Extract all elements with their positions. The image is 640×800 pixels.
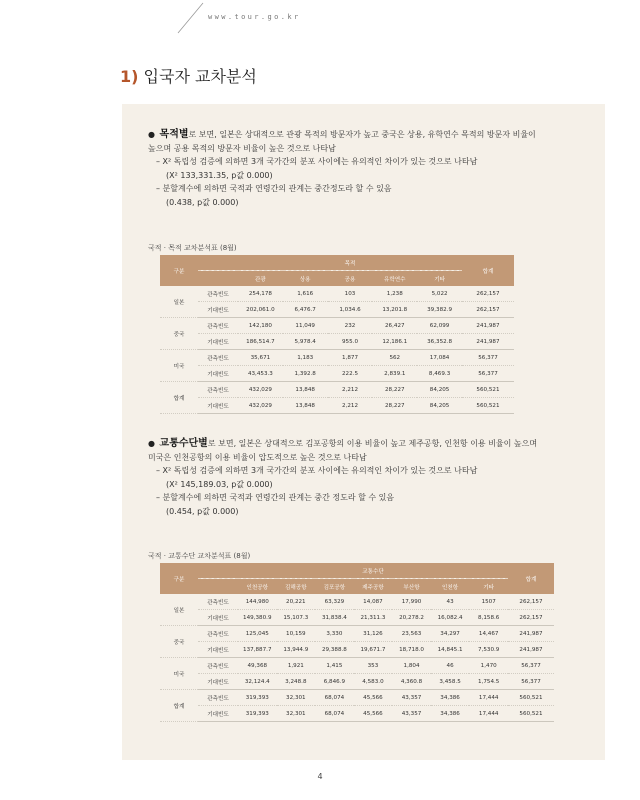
value-cell: 39,382.9: [417, 302, 462, 318]
table-row: [160, 610, 554, 626]
table-row: [160, 594, 554, 610]
value-cell: 5,022: [417, 286, 462, 302]
table-row: [160, 302, 514, 318]
frequency-type-cell: 기대빈도: [198, 366, 238, 382]
para-line: (0.438, p값 0.000): [166, 197, 239, 207]
value-cell: 1507: [469, 594, 508, 610]
para-text: 로 보면, 일본은 상대적으로 김포공항의 이용 비율이 높고 제주공항, 인천항 이용 비율이 높으며: [207, 439, 538, 448]
value-cell: 32,124.4: [238, 674, 277, 690]
total-cell: 56,377: [462, 366, 514, 382]
para-line: 높으며 공용 목적의 방문자 비율이 높은 것으로 나타남: [148, 143, 336, 153]
bullet-icon: ●: [148, 130, 155, 139]
column-header-row: [160, 579, 554, 595]
value-cell: 222.5: [328, 366, 373, 382]
value-cell: 26,427: [372, 318, 417, 334]
frequency-type-cell: 관측빈도: [198, 690, 238, 706]
frequency-type-cell: 관측빈도: [198, 382, 238, 398]
value-cell: 254,178: [238, 286, 283, 302]
country-cell: 일본: [160, 286, 198, 318]
section-title-text: 입국자 교차분석: [143, 67, 257, 86]
total-cell: 560,521: [462, 398, 514, 414]
value-cell: 28,227: [372, 398, 417, 414]
table-row: [160, 658, 554, 674]
frequency-type-cell: 관측빈도: [198, 626, 238, 642]
column-header: 관광: [238, 271, 283, 287]
value-cell: 1,754.5: [469, 674, 508, 690]
value-cell: 6,476.7: [283, 302, 328, 318]
value-cell: 137,887.7: [238, 642, 277, 658]
value-cell: 1,921: [277, 658, 316, 674]
value-cell: 23,563: [392, 626, 431, 642]
value-cell: 6,846.9: [315, 674, 354, 690]
transport-analysis-text: [148, 437, 588, 518]
value-cell: 68,074: [315, 690, 354, 706]
column-header: 기타: [417, 271, 462, 287]
value-cell: 125,045: [238, 626, 277, 642]
value-cell: 319,393: [238, 706, 277, 722]
value-cell: 34,386: [431, 706, 470, 722]
column-header: 제주공항: [354, 579, 393, 595]
value-cell: 28,227: [372, 382, 417, 398]
value-cell: 17,990: [392, 594, 431, 610]
value-cell: 8,469.3: [417, 366, 462, 382]
frequency-type-cell: 관측빈도: [198, 286, 238, 302]
page-number: 4: [317, 772, 323, 781]
value-cell: 43,357: [392, 690, 431, 706]
table-caption: 국적 · 목적 교차분석표 (8월): [148, 244, 237, 252]
value-cell: 1,392.8: [283, 366, 328, 382]
total-cell: 560,521: [508, 690, 554, 706]
value-cell: 84,205: [417, 398, 462, 414]
table-row: [160, 334, 514, 350]
table-row: [160, 286, 514, 302]
value-cell: 1,804: [392, 658, 431, 674]
total-cell: 262,157: [462, 286, 514, 302]
frequency-type-cell: 기대빈도: [198, 302, 238, 318]
purpose-crosstab-table: [160, 255, 514, 414]
table-row: [160, 366, 514, 382]
value-cell: 13,848: [283, 382, 328, 398]
frequency-type-cell: 기대빈도: [198, 398, 238, 414]
total-cell: 56,377: [508, 658, 554, 674]
value-cell: 13,944.9: [277, 642, 316, 658]
value-cell: 31,126: [354, 626, 393, 642]
value-cell: 1,183: [283, 350, 328, 366]
keyword: 교통수단별: [159, 438, 208, 449]
value-cell: 1,877: [328, 350, 373, 366]
group-header: 구분: [160, 563, 198, 594]
para-line: 미국은 인천공항의 이용 비율이 압도적으로 높은 것으로 나타남: [148, 452, 367, 462]
span-header: 목적: [238, 255, 462, 271]
column-header: 인천공항: [238, 579, 277, 595]
value-cell: 142,180: [238, 318, 283, 334]
value-cell: 20,278.2: [392, 610, 431, 626]
value-cell: 1,470: [469, 658, 508, 674]
value-cell: 103: [328, 286, 373, 302]
value-cell: 2,839.1: [372, 366, 417, 382]
total-header: 합계: [462, 255, 514, 286]
value-cell: 16,082.4: [431, 610, 470, 626]
total-cell: 56,377: [508, 674, 554, 690]
value-cell: 43: [431, 594, 470, 610]
para-line: – X² 독립성 검증에 의하면 3개 국가간의 분포 사이에는 유의적인 차이가 있는 것으로 나타남: [156, 466, 478, 475]
purpose-analysis-text: [148, 128, 588, 209]
country-cell: 일본: [160, 594, 198, 626]
frequency-type-cell: 관측빈도: [198, 658, 238, 674]
value-cell: 19,671.7: [354, 642, 393, 658]
header-spacer: [198, 579, 238, 595]
country-cell: 중국: [160, 626, 198, 658]
table-row: [160, 674, 554, 690]
para-line: (X² 133,331.35, p값 0.000): [166, 170, 273, 180]
table-row: [160, 706, 554, 722]
value-cell: 29,388.8: [315, 642, 354, 658]
column-header: 김해공항: [277, 579, 316, 595]
frequency-type-cell: 관측빈도: [198, 350, 238, 366]
total-cell: 56,377: [462, 350, 514, 366]
value-cell: 432,029: [238, 382, 283, 398]
total-cell: 241,987: [462, 318, 514, 334]
total-cell: 560,521: [462, 382, 514, 398]
column-header: 상용: [283, 271, 328, 287]
country-cell: 미국: [160, 350, 198, 382]
table-row: [160, 350, 514, 366]
value-cell: 13,201.8: [372, 302, 417, 318]
value-cell: 1,238: [372, 286, 417, 302]
value-cell: 34,297: [431, 626, 470, 642]
bullet-icon: ●: [148, 439, 155, 448]
value-cell: 15,107.3: [277, 610, 316, 626]
value-cell: 32,301: [277, 690, 316, 706]
value-cell: 43,357: [392, 706, 431, 722]
total-cell: 262,157: [508, 594, 554, 610]
header-spacer: [198, 563, 238, 579]
value-cell: 3,330: [315, 626, 354, 642]
value-cell: 149,380.9: [238, 610, 277, 626]
country-cell: 합계: [160, 382, 198, 414]
value-cell: 186,514.7: [238, 334, 283, 350]
value-cell: 21,311.3: [354, 610, 393, 626]
column-header: 김포공항: [315, 579, 354, 595]
para-line: – X² 독립성 검증에 의하면 3개 국가간의 분포 사이에는 유의적인 차이가 있는 것으로 나타남: [156, 157, 478, 166]
value-cell: 20,221: [277, 594, 316, 610]
para-line: – 분할계수에 의하면 국적과 연령간의 관계는 중간정도라 할 수 있음: [156, 184, 392, 193]
value-cell: 4,583.0: [354, 674, 393, 690]
country-cell: 합계: [160, 690, 198, 722]
value-cell: 14,467: [469, 626, 508, 642]
value-cell: 1,616: [283, 286, 328, 302]
value-cell: 34,386: [431, 690, 470, 706]
para-line: [148, 128, 588, 142]
value-cell: 68,074: [315, 706, 354, 722]
column-header: 공용: [328, 271, 373, 287]
section-title: [120, 64, 257, 87]
value-cell: 1,415: [315, 658, 354, 674]
value-cell: 1,034.6: [328, 302, 373, 318]
para-line: – 분할계수에 의하면 국적과 연령간의 관계는 중간 정도라 할 수 있음: [156, 493, 395, 502]
country-cell: 중국: [160, 318, 198, 350]
frequency-type-cell: 기대빈도: [198, 334, 238, 350]
value-cell: 63,329: [315, 594, 354, 610]
value-cell: 432,029: [238, 398, 283, 414]
column-header: 인천항: [431, 579, 470, 595]
value-cell: 46: [431, 658, 470, 674]
table-row: [160, 626, 554, 642]
column-header: 부산항: [392, 579, 431, 595]
value-cell: 3,248.8: [277, 674, 316, 690]
value-cell: 353: [354, 658, 393, 674]
frequency-type-cell: 관측빈도: [198, 318, 238, 334]
header-spacer: [198, 271, 238, 287]
table-row: [160, 398, 514, 414]
total-cell: 262,157: [508, 610, 554, 626]
value-cell: 319,393: [238, 690, 277, 706]
value-cell: 144,980: [238, 594, 277, 610]
value-cell: 232: [328, 318, 373, 334]
header-spacer: [198, 255, 238, 271]
total-cell: 241,987: [508, 626, 554, 642]
value-cell: 49,368: [238, 658, 277, 674]
total-header: 합계: [508, 563, 554, 594]
frequency-type-cell: 기대빈도: [198, 610, 238, 626]
value-cell: 14,087: [354, 594, 393, 610]
table-body: [160, 594, 554, 722]
group-header: 구분: [160, 255, 198, 286]
value-cell: 18,718.0: [392, 642, 431, 658]
value-cell: 43,453.3: [238, 366, 283, 382]
frequency-type-cell: 관측빈도: [198, 594, 238, 610]
table-row: [160, 318, 514, 334]
value-cell: 17,084: [417, 350, 462, 366]
value-cell: 12,186.1: [372, 334, 417, 350]
site-url: www.tour.go.kr: [208, 13, 301, 21]
value-cell: 84,205: [417, 382, 462, 398]
value-cell: 32,301: [277, 706, 316, 722]
value-cell: 36,352.8: [417, 334, 462, 350]
table-row: [160, 642, 554, 658]
total-cell: 241,987: [508, 642, 554, 658]
total-cell: 262,157: [462, 302, 514, 318]
column-header: 기타: [469, 579, 508, 595]
span-header: 교통수단: [238, 563, 508, 579]
value-cell: 11,049: [283, 318, 328, 334]
value-cell: 13,848: [283, 398, 328, 414]
para-line: (0.454, p값 0.000): [166, 506, 239, 516]
country-cell: 미국: [160, 658, 198, 690]
value-cell: 8,158.6: [469, 610, 508, 626]
value-cell: 45,566: [354, 706, 393, 722]
para-line: (X² 145,189.03, p값 0.000): [166, 479, 273, 489]
table-row: [160, 382, 514, 398]
value-cell: 7,530.9: [469, 642, 508, 658]
value-cell: 35,671: [238, 350, 283, 366]
section-number: 1): [120, 67, 139, 86]
value-cell: 2,212: [328, 382, 373, 398]
frequency-type-cell: 기대빈도: [198, 642, 238, 658]
value-cell: 10,159: [277, 626, 316, 642]
value-cell: 2,212: [328, 398, 373, 414]
value-cell: 3,458.5: [431, 674, 470, 690]
frequency-type-cell: 기대빈도: [198, 674, 238, 690]
value-cell: 17,444: [469, 706, 508, 722]
frequency-type-cell: 기대빈도: [198, 706, 238, 722]
value-cell: 955.0: [328, 334, 373, 350]
column-header: 유학연수: [372, 271, 417, 287]
para-text: 로 보면, 일본은 상대적으로 관광 목적의 방문자가 높고 중국은 상용, 유학연수 목적의 방문자 비율이: [188, 130, 536, 139]
header-diagonal-line: [0, 0, 220, 40]
value-cell: 562: [372, 350, 417, 366]
value-cell: 5,978.4: [283, 334, 328, 350]
transport-crosstab-table: [160, 563, 554, 722]
value-cell: 14,845.1: [431, 642, 470, 658]
column-header-row: [160, 271, 514, 287]
value-cell: 45,566: [354, 690, 393, 706]
value-cell: 17,444: [469, 690, 508, 706]
table-body: [160, 286, 514, 414]
value-cell: 62,099: [417, 318, 462, 334]
value-cell: 4,360.8: [392, 674, 431, 690]
table-row: [160, 690, 554, 706]
total-cell: 560,521: [508, 706, 554, 722]
value-cell: 31,838.4: [315, 610, 354, 626]
value-cell: 202,061.0: [238, 302, 283, 318]
keyword: 목적별: [159, 129, 189, 140]
table-caption: 국적 · 교통수단 교차분석표 (8월): [148, 552, 251, 560]
total-cell: 241,987: [462, 334, 514, 350]
para-line: [148, 437, 588, 451]
